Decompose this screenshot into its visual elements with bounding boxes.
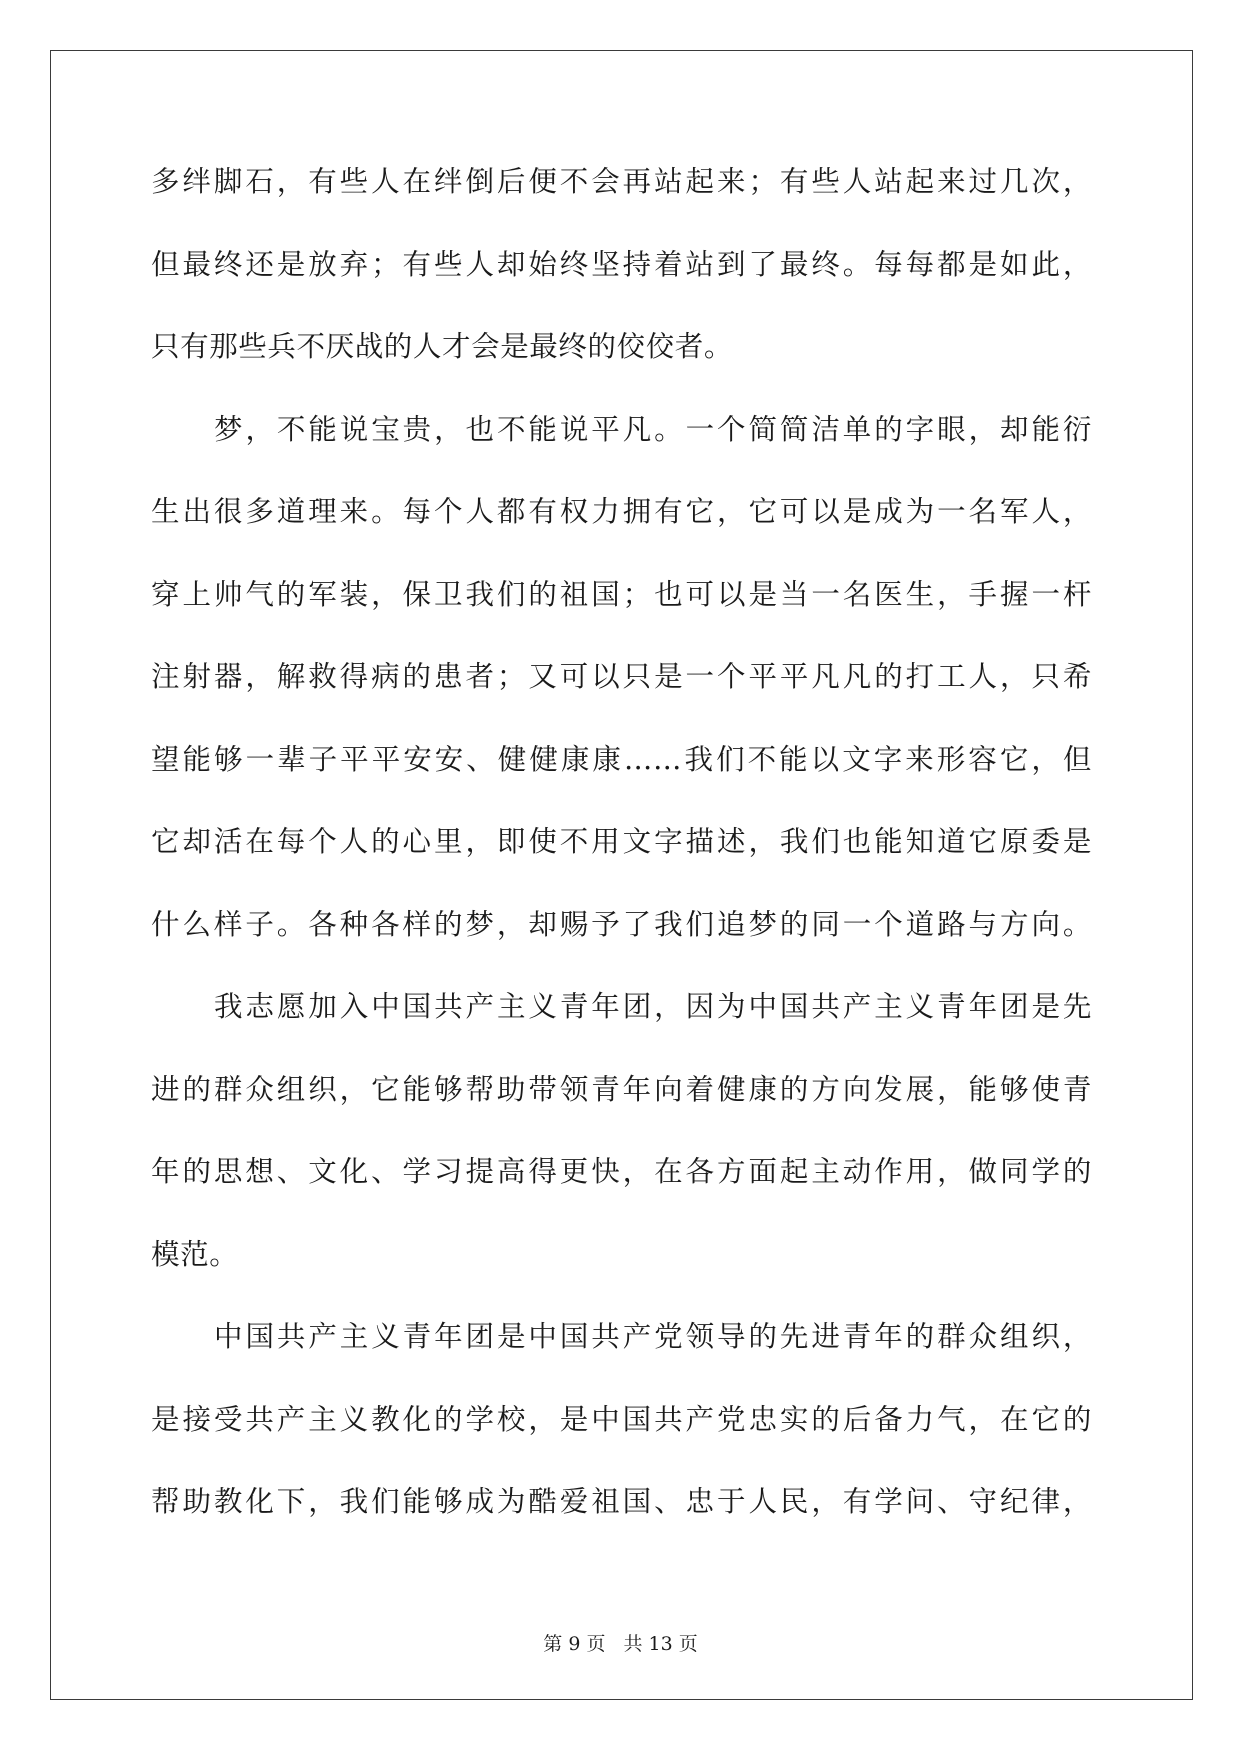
paragraph-first-line: 我志愿加入中国共产主义青年团，因为中国共产主义青年团是先 [214, 990, 1092, 1023]
text-line: 穿上帅气的军装，保卫我们的祖国；也可以是当一名医生，手握一杆 [151, 577, 1092, 611]
document-body [151, 162, 1092, 1565]
text-line: 它却活在每个人的心里，即使不用文字描述，我们也能知道它原委是 [151, 825, 1092, 858]
page-total: 共 13 页 [623, 1633, 698, 1655]
paragraph-first-line: 梦，不能说宝贵，也不能说平凡。一个简简洁单的字眼，却能衍 [214, 412, 1092, 446]
text-line: 帮助教化下，我们能够成为酷爱祖国、忠于人民，有学问、守纪律， [151, 1485, 1092, 1518]
text-line: 只有那些兵不厌战的人才会是最终的佼佼者。 [151, 330, 734, 363]
page-footer [0, 1632, 1241, 1656]
paragraph-first-line: 中国共产主义青年团是中国共产党领导的先进青年的群众组织， [214, 1320, 1092, 1353]
text-line: 什么样子。各种各样的梦，却赐予了我们追梦的同一个道路与方向。 [151, 907, 1092, 941]
text-line: 望能够一辈子平平安安、健健康康……我们不能以文字来形容它，但 [151, 742, 1092, 776]
text-line: 进的群众组织，它能够帮助带领青年向着健康的方向发展，能够使青 [151, 1072, 1092, 1106]
text-line: 注射器，解救得病的患者；又可以只是一个平平凡凡的打工人，只希 [151, 660, 1092, 693]
page-number: 第 9 页 [543, 1633, 606, 1655]
text-line: 模范。 [151, 1237, 239, 1271]
text-line: 生出很多道理来。每个人都有权力拥有它，它可以是成为一名军人， [151, 495, 1092, 528]
text-line: 年的思想、文化、学习提高得更快，在各方面起主动作用，做同学的 [151, 1155, 1092, 1188]
text-line: 是接受共产主义教化的学校，是中国共产党忠实的后备力气，在它的 [151, 1402, 1092, 1436]
text-line: 但最终还是放弃；有些人却始终坚持着站到了最终。每每都是如此， [151, 247, 1092, 281]
text-line: 多绊脚石，有些人在绊倒后便不会再站起来；有些人站起来过几次， [151, 165, 1092, 198]
